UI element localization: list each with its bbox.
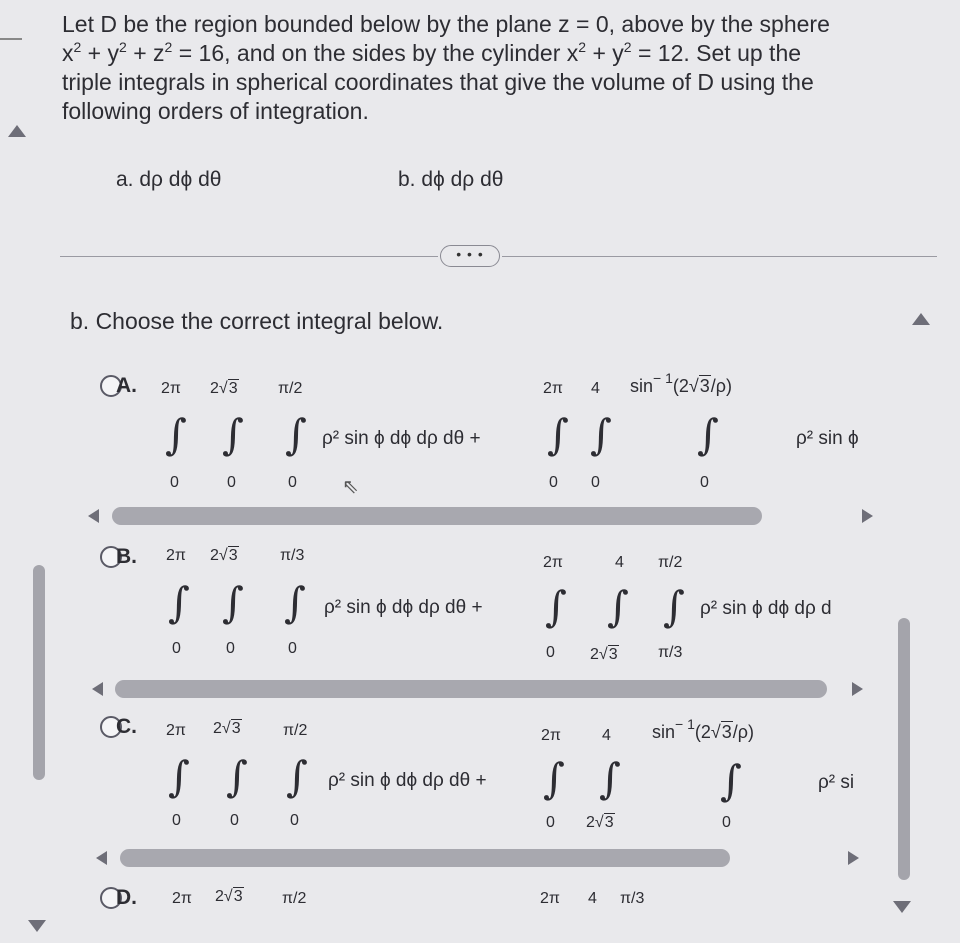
limit-lower: 0 [288,474,297,491]
horizontal-scrollbar[interactable] [112,507,762,525]
limit-lower: π/3 [658,644,683,661]
horizontal-scrollbar[interactable] [120,849,730,867]
integral-sign: ∫ [168,578,190,627]
limit-upper: 2π [543,380,563,397]
scroll-left-icon[interactable] [92,682,103,696]
limit-upper: π/3 [280,547,305,564]
limit-upper: π/2 [278,380,303,397]
scroll-right-icon[interactable] [862,509,873,523]
integral-sign: ∫ [545,582,567,631]
limit-upper: $\sin^{- 1}(2√3/\rho)$ [630,370,733,396]
limit-lower: 0 [546,644,555,661]
limit-upper: 2π [161,380,181,397]
collapse-down-icon[interactable] [28,920,46,932]
collapse-up-icon[interactable] [8,125,26,137]
option-d-label: D. [116,886,137,909]
limit-upper: 2√3 [215,888,243,905]
limit-upper: π/2 [282,890,307,907]
limit-lower: 0 [288,640,297,657]
problem-line-3: triple integrals in spherical coordinates that give the volume of D using the [62,69,814,95]
scroll-down-icon[interactable] [893,901,911,913]
limit-upper: 2π [166,547,186,564]
integrand: ρ² sin ϕ dϕ dρ dθ + [328,770,487,791]
integral-sign: ∫ [226,752,248,801]
question-heading: b. Choose the correct integral below. [70,308,444,334]
limit-upper: 2π [541,727,561,744]
limit-lower: 0 [546,814,555,831]
option-a-label: A. [116,374,137,397]
problem-line-1: Let D be the region bounded below by the plane z = 0, above by the sphere [62,11,830,37]
limit-upper: 2π [543,554,563,571]
problem-line-4: following orders of integration. [62,98,369,124]
limit-lower: 0 [290,812,299,829]
limit-lower: 0 [170,474,179,491]
integrand-tail: ρ² si [818,772,855,793]
integral-sign: ∫ [599,754,621,803]
divider-left [60,256,438,257]
limit-lower: 0 [591,474,600,491]
integral-sign: ∫ [590,410,612,459]
integral-sign: ∫ [663,582,685,631]
limit-upper: 4 [591,380,600,397]
scroll-left-icon[interactable] [88,509,99,523]
limit-upper: π/2 [658,554,683,571]
limit-lower: 2√3 [590,646,618,663]
problem-line-2: $x^2 + y^2 + z^2 = 16$, and on the sides by the cylinder $x^2 + y^2 = 12$. Set up the [62,39,802,66]
integral-sign: ∫ [222,578,244,627]
integral-sign: ∫ [284,578,306,627]
scroll-left-icon[interactable] [96,851,107,865]
integral-sign: ∫ [285,410,307,459]
horizontal-scrollbar[interactable] [115,680,827,698]
scroll-up-icon[interactable] [912,313,930,325]
right-vertical-scrollbar[interactable] [898,618,910,880]
left-vertical-scrollbar[interactable] [33,565,45,780]
limit-lower: 0 [230,812,239,829]
limit-upper: 2π [172,890,192,907]
left-edge-marker [0,38,22,40]
limit-upper: π/2 [283,722,308,739]
option-b-label: B. [116,545,137,568]
limit-lower: 0 [722,814,731,831]
limit-upper: 4 [615,554,624,571]
scroll-right-icon[interactable] [848,851,859,865]
integral-sign: ∫ [286,752,308,801]
limit-upper: 4 [588,890,597,907]
integral-sign: ∫ [547,410,569,459]
integrand: ρ² sin ϕ dϕ dρ dθ + [324,597,483,618]
limit-upper: $\sin^{- 1}(2√3/\rho)$ [652,716,755,742]
limit-upper: 2√3 [213,720,241,737]
limit-lower: 0 [700,474,709,491]
limit-lower: 0 [172,812,181,829]
limit-upper: 2π [540,890,560,907]
limit-upper: 4 [602,727,611,744]
limit-lower: 2√3 [586,814,614,831]
part-b-label: b. dϕ dρ dθ [398,168,504,191]
divider-right [502,256,937,257]
limit-upper: 2√3 [210,380,238,397]
problem-statement [62,10,830,126]
integral-sign: ∫ [168,752,190,801]
show-more-button[interactable]: • • • [440,245,500,267]
limit-lower: 0 [226,640,235,657]
integral-sign: ∫ [543,754,565,803]
integral-sign: ∫ [697,410,719,459]
limit-lower: 0 [172,640,181,657]
limit-lower: 0 [549,474,558,491]
integral-sign: ∫ [607,582,629,631]
integrand: ρ² sin ϕ dϕ dρ dθ + [322,428,481,449]
limit-upper: 2π [166,722,186,739]
limit-upper: π/3 [620,890,645,907]
integrand-tail: ρ² sin ϕ dϕ dρ d [700,598,832,619]
scroll-right-icon[interactable] [852,682,863,696]
part-a-label: a. dρ dϕ dθ [116,168,222,191]
option-c-label: C. [116,715,137,738]
integral-sign: ∫ [165,410,187,459]
integrand-tail: ρ² sin ϕ [796,428,859,449]
limit-upper: 2√3 [210,547,238,564]
integral-sign: ∫ [222,410,244,459]
limit-lower: 0 [227,474,236,491]
integral-sign: ∫ [720,756,742,805]
mouse-cursor-icon: ⇖ [342,476,359,498]
